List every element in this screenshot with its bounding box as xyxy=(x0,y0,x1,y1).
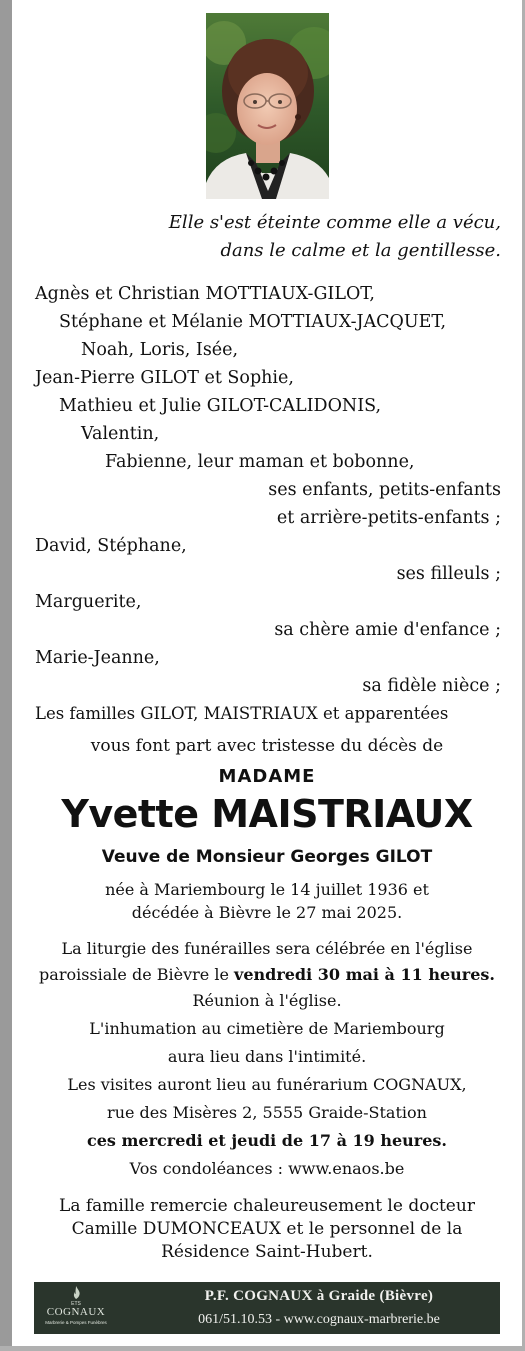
burial-line: aura lieu dans l'intimité. xyxy=(167,1047,367,1066)
cognaux-logo xyxy=(40,1286,112,1330)
meeting-info: Réunion à l'église. xyxy=(192,991,342,1010)
deceased-name: Yvette MAISTRIAUX xyxy=(61,792,473,836)
quote-line-1: Elle s'est éteinte comme elle a vécu, xyxy=(168,212,501,233)
family-line: Agnès et Christian MOTTIAUX-GILOT, xyxy=(35,284,375,304)
family-line: Les familles GILOT, MAISTRIAUX et apparentées xyxy=(35,704,449,723)
funeral-line: La liturgie des funérailles sera célébrée en l'église xyxy=(61,939,473,958)
bottom-border xyxy=(0,1346,525,1351)
logo-ets: ETS xyxy=(71,1301,81,1307)
family-line: Marguerite, xyxy=(35,592,142,612)
flame-icon xyxy=(70,1286,82,1300)
thanks-line: La famille remercie chaleureusement le docteur xyxy=(59,1196,475,1216)
family-relation: sa chère amie d'enfance ; xyxy=(274,620,501,640)
funeral-place: paroissiale de Bièvre le xyxy=(39,965,235,984)
family-relation: et arrière-petits-enfants ; xyxy=(276,508,501,528)
birth-info: née à Mariembourg le 14 juillet 1936 et xyxy=(105,880,429,899)
family-relation: ses filleuls ; xyxy=(396,564,501,584)
title-madame: MADAME xyxy=(218,766,316,787)
funeral-home-banner xyxy=(34,1282,500,1334)
logo-subtitle: Marbrerie & Pompes Funèbres xyxy=(45,1320,107,1325)
visits-line: Les visites auront lieu au funérarium COGNAUX, xyxy=(67,1075,467,1094)
family-line: Mathieu et Julie GILOT-CALIDONIS, xyxy=(59,396,382,416)
condolences-line: Vos condoléances : www.enaos.be xyxy=(129,1159,405,1178)
widow-of: Veuve de Monsieur Georges GILOT xyxy=(101,847,433,867)
family-line: David, Stéphane, xyxy=(35,536,187,556)
funeral-line xyxy=(12,965,522,984)
funeral-date: vendredi 30 mai à 11 heures. xyxy=(234,965,495,984)
family-relation: ses enfants, petits-enfants xyxy=(268,480,501,500)
death-info: décédée à Bièvre le 27 mai 2025. xyxy=(131,903,403,922)
left-border xyxy=(0,0,12,1351)
burial-line: L'inhumation au cimetière de Mariembourg xyxy=(89,1019,445,1038)
thanks-line: Résidence Saint-Hubert. xyxy=(161,1242,373,1262)
family-line: Fabienne, leur maman et bobonne, xyxy=(105,452,415,472)
family-relation: sa fidèle nièce ; xyxy=(362,676,501,696)
family-line: Marie-Jeanne, xyxy=(35,648,160,668)
quote-line-2: dans le calme et la gentillesse. xyxy=(220,240,501,261)
family-line: Stéphane et Mélanie MOTTIAUX-JACQUET, xyxy=(59,312,447,332)
family-line: Jean-Pierre GILOT et Sophie, xyxy=(35,368,294,388)
announcement: vous font part avec tristesse du décès de xyxy=(90,736,444,756)
logo-name: COGNAUX xyxy=(46,1306,106,1318)
portrait-photo xyxy=(206,13,329,199)
visits-times: ces mercredi et jeudi de 17 à 19 heures. xyxy=(87,1131,447,1150)
family-line: Noah, Loris, Isée, xyxy=(81,340,239,360)
family-line: Valentin, xyxy=(81,424,160,444)
funeral-home-contact: 061/51.10.53 - www.cognaux-marbrerie.be xyxy=(198,1312,440,1327)
funeral-home-name: P.F. COGNAUX à Graide (Bièvre) xyxy=(204,1288,434,1304)
thanks-line: Camille DUMONCEAUX et le personnel de la xyxy=(71,1219,463,1239)
portrait-illustration xyxy=(206,13,329,199)
visits-address: rue des Misères 2, 5555 Graide-Station xyxy=(107,1103,427,1122)
